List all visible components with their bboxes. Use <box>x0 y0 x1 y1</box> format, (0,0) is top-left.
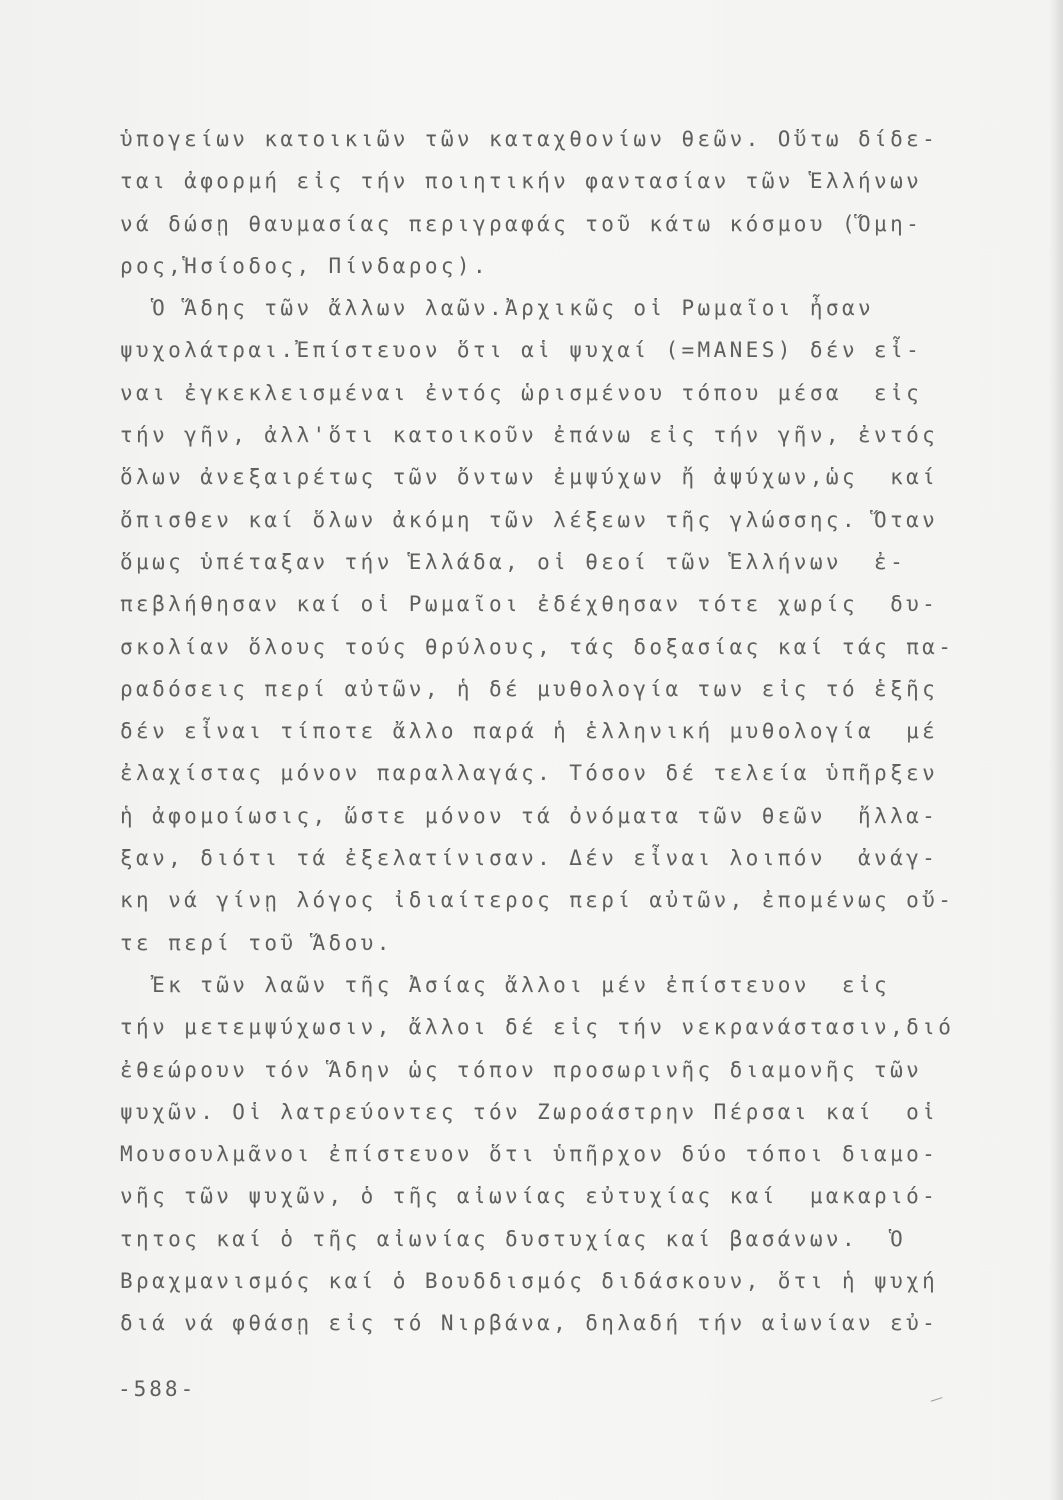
body-text <box>120 118 1025 1345</box>
text-line: ἡ ἀφομοίωσις, ὥστε μόνον τά ὀνόματα τῶν θεῶν ἤλλα- <box>120 803 939 828</box>
text-line: ξαν, διότι τά ἐξελατίνισαν. Δέν εἶναι λοιπόν ἀνάγ- <box>120 846 939 871</box>
text-line: διά νά φθάσῃ εἰς τό Νιρβάνα, δηλαδή τήν αἰωνίαν εὐ- <box>120 1311 939 1336</box>
text-line: ναι ἐγκεκλεισμέναι ἐντός ὡρισμένου τόπου μέσα εἰς <box>120 380 923 405</box>
text-line: Ὁ Ἅδης τῶν ἄλλων λαῶν.Ἀρχικῶς οἱ Ρωμαῖοι ἦσαν <box>120 296 875 321</box>
text-line: ρος,Ἡσίοδος, Πίνδαρος). <box>120 253 489 278</box>
page-edge-shadow <box>1049 0 1063 1500</box>
text-line: Βραχμανισμός καί ὁ Βουδδισμός διδάσκουν, ὅτι ἡ ψυχή <box>120 1269 939 1294</box>
text-line: πεβλήθησαν καί οἱ Ρωμαῖοι ἐδέχθησαν τότε χωρίς δυ- <box>120 592 939 617</box>
text-line: ψυχολάτραι.Ἐπίστευον ὅτι αἱ ψυχαί (=MANES) δέν εἶ- <box>120 338 923 363</box>
text-line: ἐλαχίστας μόνον παραλλαγάς. Τόσον δέ τελεία ὑπῆρξεν <box>120 761 939 786</box>
text-line: σκολίαν ὅλους τούς θρύλους, τάς δοξασίας καί τάς πα- <box>120 634 955 659</box>
text-line: τήν γῆν, ἀλλ'ὅτι κατοικοῦν ἐπάνω εἰς τήν γῆν, ἐντός <box>120 423 939 448</box>
text-line: τε περί τοῦ Ἅδου. <box>120 930 393 955</box>
text-line: τητος καί ὁ τῆς αἰωνίας δυστυχίας καί βασάνων. Ὁ <box>120 1226 907 1251</box>
text-line: ἐθεώρουν τόν Ἅδην ὡς τόπον προσωρινῆς διαμονῆς τῶν <box>120 1057 923 1082</box>
text-line: ται ἀφορμή εἰς τήν ποιητικήν φαντασίαν τῶν Ἑλλήνων <box>120 169 923 194</box>
text-line: ραδόσεις περί αὐτῶν, ἡ δέ μυθολογία των εἰς τό ἑξῆς <box>120 676 939 701</box>
text-line: Μουσουλμᾶνοι ἐπίστευον ὅτι ὑπῆρχον δύο τόποι διαμο- <box>120 1142 939 1167</box>
text-line: ὑπογείων κατοικιῶν τῶν καταχθονίων θεῶν. Οὕτω δίδε- <box>120 127 939 151</box>
text-line: νῆς τῶν ψυχῶν, ὁ τῆς αἰωνίας εὐτυχίας καί μακαριό- <box>120 1184 939 1209</box>
text-line: τήν μετεμψύχωσιν, ἄλλοι δέ εἰς τήν νεκρανάστασιν,διό <box>120 1015 955 1040</box>
text-line: κη νά γίνῃ λόγος ἰδιαίτερος περί αὐτῶν, ἐπομένως οὔ- <box>120 888 955 913</box>
pencil-mark <box>930 1393 943 1401</box>
page-number: -588- <box>118 1377 197 1401</box>
text-line: ὅλων ἀνεξαιρέτως τῶν ὄντων ἐμψύχων ἤ ἀψύχων,ὡς καί <box>120 465 939 490</box>
text-line: Ἐκ τῶν λαῶν τῆς Ἀσίας ἄλλοι μέν ἐπίστευον εἰς <box>120 972 891 997</box>
text-line: νά δώσῃ θαυμασίας περιγραφάς τοῦ κάτω κόσμου (Ὅμη- <box>120 211 923 236</box>
text-line: δέν εἶναι τίποτε ἄλλο παρά ἡ ἑλληνική μυθολογία μέ <box>120 719 939 744</box>
text-line: ὅμως ὑπέταξαν τήν Ἑλλάδα, οἱ θεοί τῶν Ἑλλήνων ἐ- <box>120 549 907 574</box>
text-line: ὄπισθεν καί ὅλων ἀκόμη τῶν λέξεων τῆς γλώσσης. Ὅταν <box>120 507 939 532</box>
text-line: ψυχῶν. Οἱ λατρεύοντες τόν Ζωροάστρην Πέρσαι καί οἱ <box>120 1099 939 1124</box>
